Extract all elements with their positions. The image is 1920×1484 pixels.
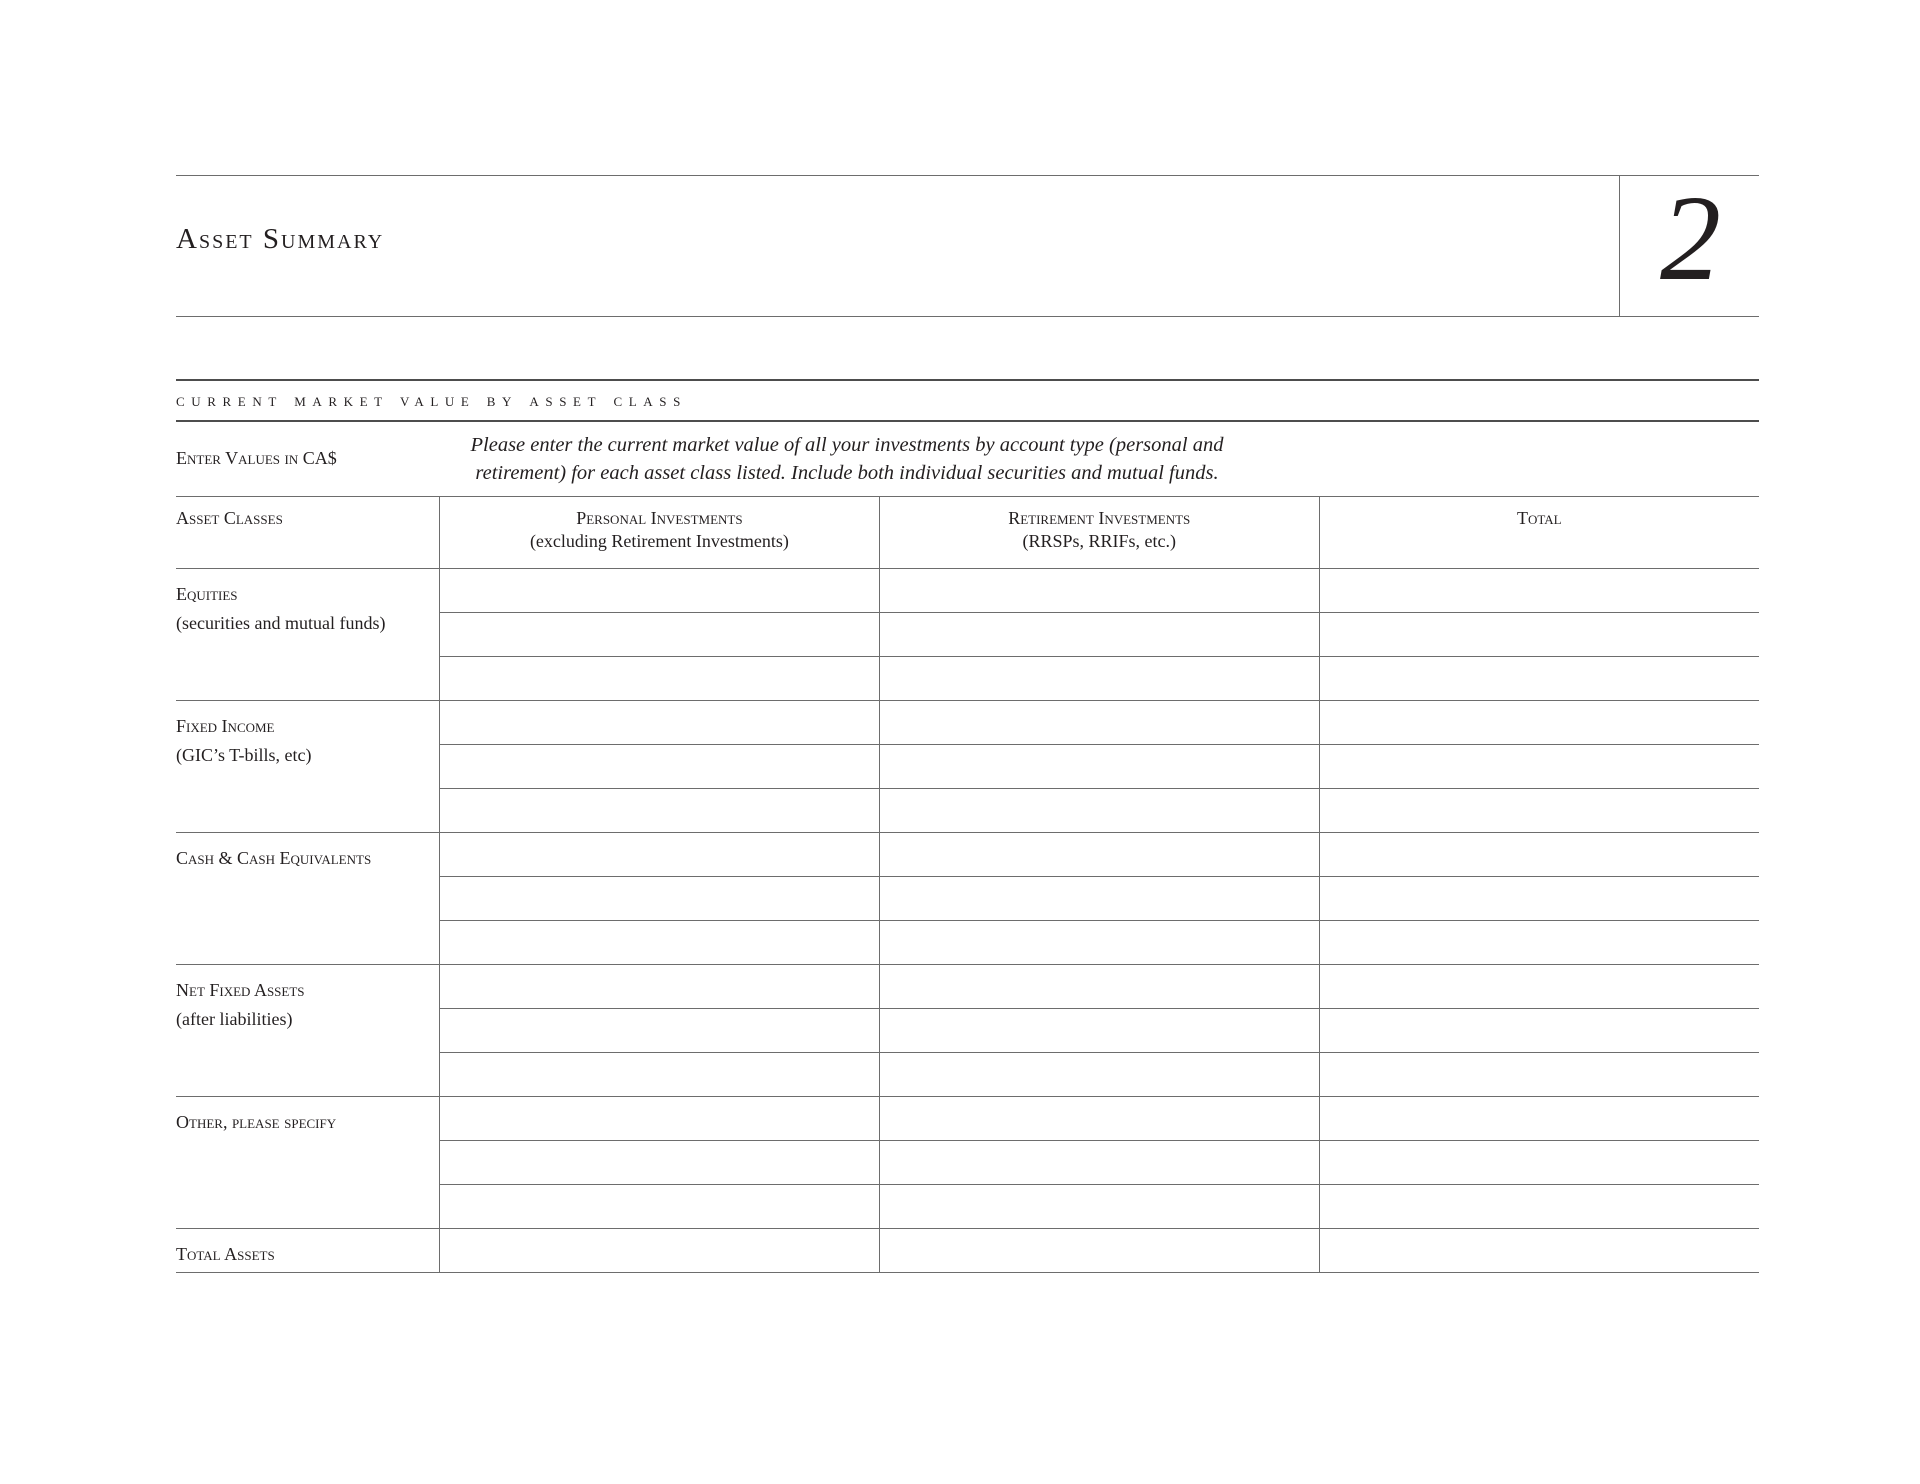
equities-personal-cell[interactable] [440,657,880,701]
cash-cash-equivalents-personal-cell[interactable] [440,833,880,877]
fixed-income-total-cell[interactable] [1319,789,1759,833]
other-please-specify-personal-cell[interactable] [440,1141,880,1185]
asset-classes-header-label: Asset Classes [176,508,283,528]
intro-row [176,422,1759,497]
table-row [176,833,1759,877]
equities-retirement-cell[interactable] [879,657,1319,701]
asset-groups [176,569,1759,1229]
instructions-text: Please enter the current market value of all your investments by account type (personal and retirement) for each asset class listed. Include both individual securities and mutual funds. [470,434,1224,484]
table-row [176,701,1759,745]
equities-label [176,569,440,701]
total-assets-row [176,1229,1759,1273]
net-fixed-assets-total-cell[interactable] [1319,965,1759,1009]
equities-label-text: Equities [176,584,238,604]
equities-total-cell[interactable] [1319,657,1759,701]
total-assets-personal-cell[interactable] [440,1229,880,1273]
equities-personal-cell[interactable] [440,569,880,613]
net-fixed-assets-label [176,965,440,1097]
other-please-specify-personal-cell[interactable] [440,1097,880,1141]
chapter-number: 2 [1660,171,1721,306]
table-row [176,1097,1759,1141]
personal-investments-header [440,497,880,569]
cash-cash-equivalents-personal-cell[interactable] [440,921,880,965]
table-row [176,965,1759,1009]
asset-class-section [176,379,1759,1273]
cash-cash-equivalents-total-cell[interactable] [1319,921,1759,965]
total-header [1319,497,1759,569]
other-please-specify-label-text: Other, please specify [176,1112,337,1132]
section-heading: current market value by asset class [176,379,1759,422]
personal-investments-subtitle: (excluding Retirement Investments) [529,531,789,551]
fixed-income-personal-cell[interactable] [440,745,880,789]
equities-personal-cell[interactable] [440,613,880,657]
units-label: Enter Values in CA$ [176,448,337,468]
retirement-investments-subtitle: (RRSPs, RRIFs, etc.) [1022,531,1176,551]
net-fixed-assets-personal-cell[interactable] [440,1009,880,1053]
table-row [176,569,1759,613]
fixed-income-label [176,701,440,833]
other-please-specify-label [176,1097,440,1229]
cash-cash-equivalents-retirement-cell[interactable] [879,833,1319,877]
other-please-specify-total-cell[interactable] [1319,1097,1759,1141]
cash-cash-equivalents-total-cell[interactable] [1319,877,1759,921]
net-fixed-assets-retirement-cell[interactable] [879,965,1319,1009]
cash-cash-equivalents-retirement-cell[interactable] [879,877,1319,921]
asset-classes-header [176,497,440,569]
personal-investments-title: Personal Investments [576,508,743,528]
equities-retirement-cell[interactable] [879,569,1319,613]
other-please-specify-retirement-cell[interactable] [879,1185,1319,1229]
other-please-specify-personal-cell[interactable] [440,1185,880,1229]
cash-cash-equivalents-total-cell[interactable] [1319,833,1759,877]
retirement-investments-title: Retirement Investments [1008,508,1191,528]
chapter-box [1619,171,1759,316]
net-fixed-assets-total-cell[interactable] [1319,1009,1759,1053]
fixed-income-sublabel: (GIC’s T-bills, etc) [176,745,312,765]
net-fixed-assets-retirement-cell[interactable] [879,1009,1319,1053]
equities-retirement-cell[interactable] [879,613,1319,657]
other-please-specify-retirement-cell[interactable] [879,1141,1319,1185]
total-assets-label-text: Total Assets [176,1244,275,1264]
total-assets-retirement-cell[interactable] [879,1229,1319,1273]
cash-cash-equivalents-label-text: Cash & Cash Equivalents [176,848,372,868]
net-fixed-assets-total-cell[interactable] [1319,1053,1759,1097]
fixed-income-personal-cell[interactable] [440,701,880,745]
table-header-row [176,497,1759,569]
fixed-income-label-text: Fixed Income [176,716,275,736]
cash-cash-equivalents-label [176,833,440,965]
net-fixed-assets-personal-cell[interactable] [440,965,880,1009]
net-fixed-assets-personal-cell[interactable] [440,1053,880,1097]
fixed-income-retirement-cell[interactable] [879,745,1319,789]
net-fixed-assets-retirement-cell[interactable] [879,1053,1319,1097]
fixed-income-personal-cell[interactable] [440,789,880,833]
net-fixed-assets-sublabel: (after liabilities) [176,1009,293,1029]
fixed-income-retirement-cell[interactable] [879,789,1319,833]
cash-cash-equivalents-personal-cell[interactable] [440,877,880,921]
fixed-income-total-cell[interactable] [1319,745,1759,789]
other-please-specify-total-cell[interactable] [1319,1185,1759,1229]
cash-cash-equivalents-retirement-cell[interactable] [879,921,1319,965]
equities-sublabel: (securities and mutual funds) [176,613,386,633]
total-assets-total-cell[interactable] [1319,1229,1759,1273]
fixed-income-retirement-cell[interactable] [879,701,1319,745]
other-please-specify-retirement-cell[interactable] [879,1097,1319,1141]
asset-table [176,497,1759,1273]
net-fixed-assets-label-text: Net Fixed Assets [176,980,305,1000]
page-title: Asset Summary [176,223,385,255]
total-assets-label [176,1229,440,1273]
fixed-income-total-cell[interactable] [1319,701,1759,745]
page-header [176,171,1759,317]
equities-total-cell[interactable] [1319,613,1759,657]
total-header-title: Total [1517,508,1562,528]
other-please-specify-total-cell[interactable] [1319,1141,1759,1185]
retirement-investments-header [879,497,1319,569]
equities-total-cell[interactable] [1319,569,1759,613]
